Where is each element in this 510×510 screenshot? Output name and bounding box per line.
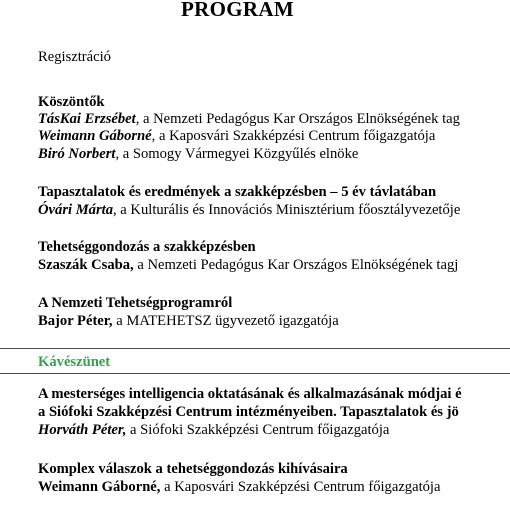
talk-speaker [38, 256, 458, 274]
speaker-role: a Siófoki Szakképzési Centrum főigazgatója [126, 422, 390, 438]
talk-title-line-2: a Siófoki Szakképzési Centrum intézményeiben. Tapasztalatok és jö [38, 404, 459, 420]
talk-speaker [38, 201, 460, 219]
speaker-role: , a Kulturális és Innovációs Minisztérium főosztályvezetője [113, 202, 461, 218]
speaker-name: Weimann Gáborné, [38, 479, 161, 495]
talk-title: Tapasztalatok és eredmények a szakképzésben – 5 év távlatában [38, 184, 437, 200]
coffee-break-bar [0, 348, 510, 374]
talk-speaker [38, 478, 440, 496]
speaker-name: Biró Norbert [38, 146, 116, 162]
speaker-name: Óvári Márta [38, 202, 113, 218]
speaker-name: Weimann Gáborné [38, 128, 152, 144]
speaker-role: a Nemzeti Pedagógus Kar Országos Elnökségének tagj [133, 257, 459, 273]
talk-title-line-1: A mesterséges intelligencia oktatásának és alkalmazásának módjai é [38, 386, 462, 402]
speaker-role: a MATEHETSZ ügyvezető igazgatója [112, 313, 339, 329]
registration-item: Regisztráció [38, 49, 111, 65]
speaker-name: Bajor Péter, [38, 313, 113, 329]
welcome-speaker-3 [38, 145, 358, 163]
talk-title: Tehetséggondozás a szakképzésben [38, 239, 256, 255]
speaker-name: Horváth Péter, [38, 422, 127, 438]
talk-title: A Nemzeti Tehetségprogramról [38, 295, 233, 311]
speaker-name: Szaszák Csaba, [38, 257, 134, 273]
speaker-role: , a Somogy Vármegyei Közgyűlés elnöke [115, 146, 359, 162]
speaker-role: , a Kaposvári Szakképzési Centrum főigazgatója [151, 128, 436, 144]
speaker-role: a Kaposvári Szakképzési Centrum főigazgatója [160, 479, 441, 495]
speaker-name: TásKai Erzsébet [38, 111, 136, 127]
talk-title: Komplex válaszok a tehetséggondozás kihívásaira [38, 461, 348, 477]
welcome-speaker-1 [38, 110, 460, 128]
welcome-heading: Köszöntők [38, 94, 105, 110]
coffee-break-label: Kávészünet [38, 354, 111, 370]
talk-speaker [38, 421, 389, 439]
welcome-speaker-2 [38, 127, 435, 145]
talk-speaker [38, 312, 339, 330]
speaker-role: , a Nemzeti Pedagógus Kar Országos Elnökségének tag [135, 111, 460, 127]
page-title: PROGRAM [181, 0, 294, 21]
